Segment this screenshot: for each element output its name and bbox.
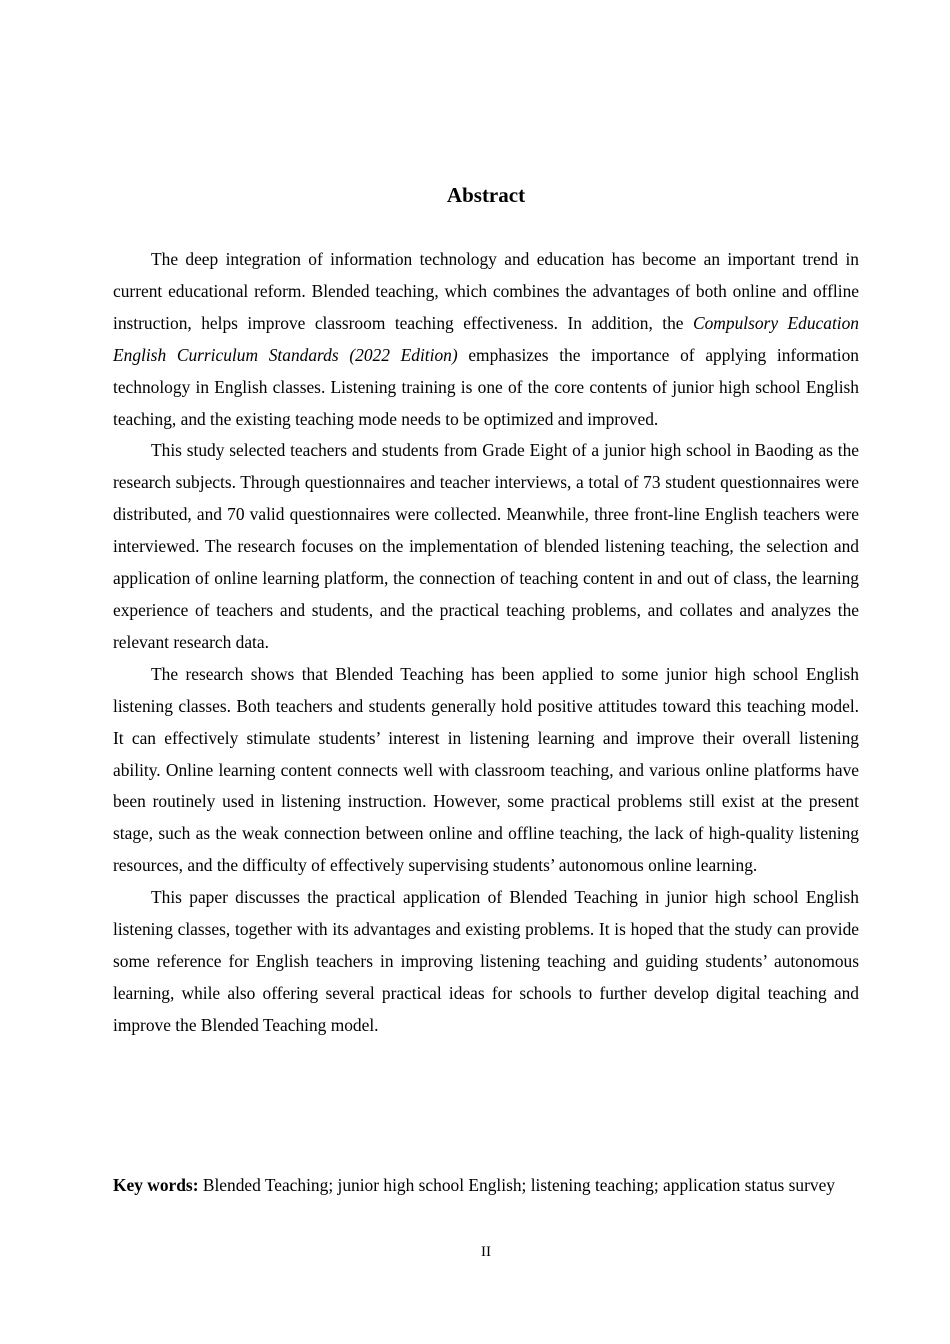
abstract-paragraph-1: [113, 244, 859, 435]
abstract-paragraph-3: The research shows that Blended Teaching has been applied to some junior high school English listening classes. Both teachers and students generally hold positive attitudes toward this teaching model. It can effectively stimulate students’ interest in listening learning and improve their overall listening ability. Online learning content connects well with classroom teaching, and various online platforms have been routinely used in listening instruction. However, some practical problems still exist at the present stage, such as the weak connection between online and offline teaching, the lack of high-quality listening resources, and the difficulty of effectively supervising students’ autonomous online learning.: [113, 663, 859, 876]
abstract-paragraph-4: This paper discusses the practical application of Blended Teaching in junior high school English listening classes, together with its advantages and existing problems. It is hoped that the study can provide some reference for English teachers in improving listening teaching and guiding students’ autonomous learning, while also offering several practical ideas for schools to further develop digital teaching and improve the Blended Teaching model.: [113, 887, 859, 1035]
keywords-text: Blended Teaching; junior high school English; listening teaching; application status survey: [198, 1175, 835, 1195]
abstract-heading: Abstract: [446, 183, 526, 207]
curriculum-standards-title: Compulsory Education English Curriculum Standards (2022 Edition): [113, 312, 860, 365]
keywords-line: [113, 1170, 859, 1202]
keywords-label: Key words:: [113, 1175, 199, 1195]
page-number: II: [481, 1244, 491, 1260]
abstract-paragraph-2: This study selected teachers and students from Grade Eight of a junior high school in Baoding as the research subjects. Through questionnaires and teacher interviews, a total of 73 student questionnaires were distributed, and 70 valid questionnaires were collected. Meanwhile, three front-line English teachers were interviewed. The research focuses on the implementation of blended listening teaching, the selection and application of online learning platform, the connection of teaching content in and out of class, the learning experience of teachers and students, and the practical teaching problems, and collates and analyzes the relevant research data.: [113, 440, 859, 652]
abstract-body: [113, 244, 859, 1042]
paragraph-1-text-before: The deep integration of information technology and education has become an important trend in current educational reform. Blended teaching, which combines the advantages of both online and offline instruction, helps improve classroom teaching effectiveness. In addition, the: [113, 249, 859, 333]
paragraph-1-text-after: emphasizes the importance of applying information technology in English classes. Listening training is one of the core contents of junior high school English teaching, and the existing teaching mode needs to be optimized and improved.: [113, 344, 859, 429]
